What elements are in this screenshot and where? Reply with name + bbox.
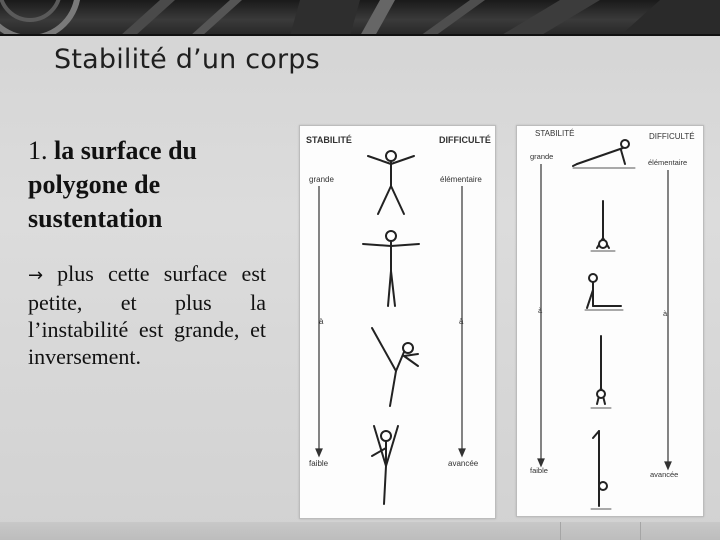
figure-label-bottom-left: faible — [530, 466, 548, 475]
figure-label-mid-right: à — [459, 317, 464, 326]
figure-drawing — [300, 126, 495, 518]
gymnast-standing-split — [372, 426, 398, 504]
decorative-footer-strip — [0, 522, 720, 540]
heading-text: la surface du polygone de sustentation — [28, 136, 197, 233]
gymnast-headstand — [591, 201, 615, 251]
stability-figure-standing — [299, 125, 496, 519]
figure-drawing — [517, 126, 703, 516]
footer-divider — [640, 522, 641, 540]
stability-figure-handstand — [516, 125, 704, 517]
gymnast-leg-raise — [372, 328, 418, 406]
stability-arrow-head — [316, 449, 322, 456]
gymnast-one-arm-handstand — [591, 431, 611, 509]
gymnast-handstand — [591, 336, 611, 408]
figure-label-bottom-left: faible — [309, 459, 329, 468]
slide-title: Stabilité d’un corps — [54, 44, 320, 75]
gymnast-star-stance — [368, 151, 414, 214]
figure-label-bottom-right: avancée — [650, 470, 679, 479]
figure-header-stability: STABILITÉ — [306, 135, 352, 145]
gymnast-plank — [573, 140, 635, 168]
gymnast-l-sit — [585, 274, 623, 310]
body-paragraph — [28, 260, 266, 370]
difficulty-arrow-head — [665, 462, 671, 469]
figure-label-top-right: élémentaire — [440, 175, 482, 184]
figure-header-difficulty: DIFFICULTÉ — [439, 135, 491, 145]
right-arrow-icon: → — [28, 265, 44, 286]
figure-header-difficulty: DIFFICULTÉ — [649, 132, 695, 141]
figure-label-top-right: élémentaire — [648, 158, 688, 167]
banner-wheel-artwork — [0, 0, 720, 36]
figure-header-stability: STABILITÉ — [535, 129, 575, 138]
figure-label-bottom-right: avancée — [448, 459, 479, 468]
figure-label-mid-right: à — [663, 309, 668, 318]
difficulty-arrow-head — [459, 449, 465, 456]
heading-number: 1. — [28, 136, 48, 165]
section-heading — [28, 134, 288, 236]
stability-arrow-head — [538, 459, 544, 466]
figure-label-top-left: grande — [309, 175, 334, 184]
body-text: plus cette surface est petite, et plus la l’instabilité est grande, et inversement. — [28, 261, 266, 369]
footer-divider — [560, 522, 561, 540]
figure-label-top-left: grande — [530, 152, 554, 161]
gymnast-t-stance — [363, 231, 419, 306]
figure-label-mid-left: à — [538, 306, 543, 315]
decorative-header-banner — [0, 0, 720, 36]
figure-label-mid-left: à — [319, 317, 324, 326]
